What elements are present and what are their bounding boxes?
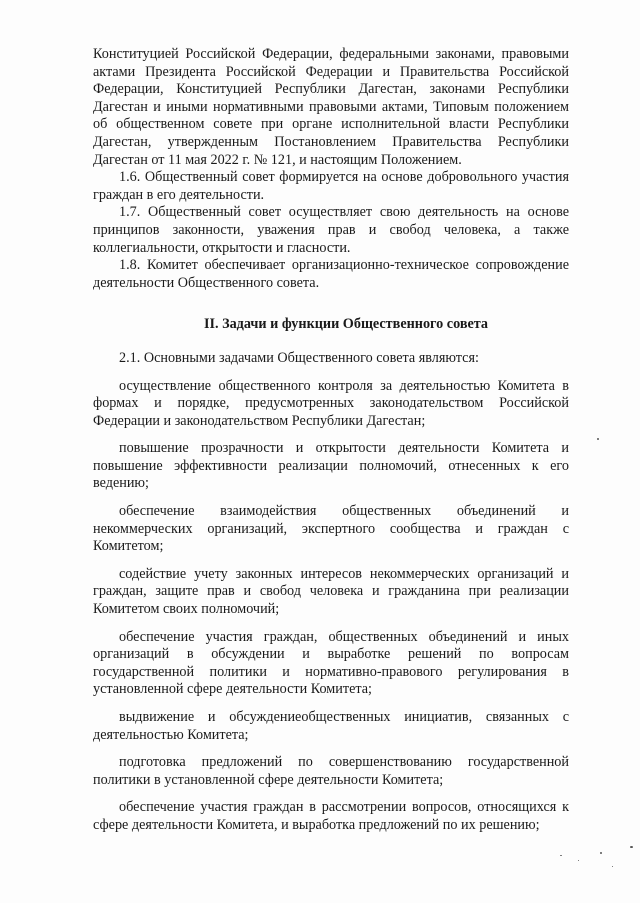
scan-speck — [600, 852, 602, 854]
task-item: повышение прозрачности и открытости деятельности Комитета и повышение эффективности реализации полномочий, отнесенных к его ведению; — [93, 440, 569, 492]
scan-speck — [560, 855, 562, 856]
task-item: обеспечение участия граждан в рассмотрении вопросов, относящихся к сфере деятельности Комитета, и выработка предложений по их решению; — [93, 799, 569, 833]
task-item: выдвижение и обсуждениеобщественных инициатив, связанных с деятельностью Комитета; — [93, 709, 569, 743]
paragraph-2-1: 2.1. Основными задачами Общественного совета являются: — [119, 349, 479, 366]
task-item: обеспечение взаимодействия общественных объединений и некоммерческих организаций, экспертного сообщества и граждан с Комитетом; — [93, 503, 569, 555]
scan-speck — [597, 438, 599, 440]
paragraph-legal-basis-continuation: Конституцией Российской Федерации, федеральными законами, правовыми актами Президента Российской Федерации и Правительства Российской Федерации, Конституцией Республики Дагестан, законами Республики Дагестан и иными нормативными правовыми актами, Типовым положением об общественном совете при органе исполнительной власти Республики Дагестан, утвержденным Постановлением Правительства Республики Дагестан от 11 мая 2022 г. № 121, и настоящим Положением. — [93, 46, 569, 168]
task-item: обеспечение участия граждан, общественных объединений и иных организаций в обсуждении и выработке решений по вопросам государственной политики и нормативно-правового регулирования в установленной сфере деятельности Комитета; — [93, 628, 569, 698]
scan-speck — [578, 860, 579, 861]
section-heading: II. Задачи и функции Общественного совета — [203, 316, 489, 333]
task-item: подготовка предложений по совершенствованию государственной политики в установленной сфере деятельности Комитета; — [93, 754, 569, 788]
paragraph-1-6: 1.6. Общественный совет формируется на основе добровольного участия граждан в его деятельности. — [93, 169, 569, 203]
scan-speck — [612, 866, 613, 867]
document-body — [93, 46, 569, 835]
paragraph-1-7: 1.7. Общественный совет осуществляет свою деятельность на основе принципов законности, уважения прав и свобод человека, а также коллегиальности, открытости и гласности. — [93, 204, 569, 256]
task-item: осуществление общественного контроля за деятельностью Комитета в формах и порядке, предусмотренных законодательством Российской Федерации и законодательством Республики Дагестан; — [93, 377, 569, 429]
scan-speck — [630, 846, 633, 848]
task-item: содействие учету законных интересов некоммерческих организаций и граждан, защите прав и свобод человека и гражданина при реализации Комитетом своих полномочий; — [93, 565, 569, 618]
paragraph-1-8: 1.8. Комитет обеспечивает организационно-техническое сопровождение деятельности Общественного совета. — [93, 257, 569, 291]
